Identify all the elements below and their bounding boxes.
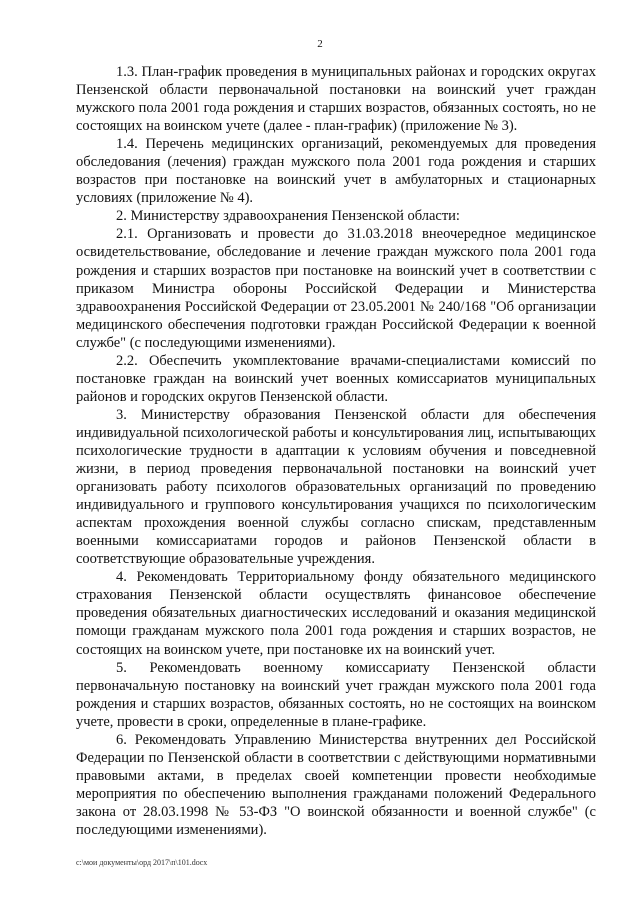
paragraph-2-1: 2.1. Организовать и провести до 31.03.2018 внеочередное медицинское освидетельствование, обследование и лечение граждан мужского пола 2001 года рождения и старших возрастов при постановке на воинский учет в соответствии с приказом Министра обороны Российской Федерации и Министерства здравоохранения Российской Федерации от 23.05.2001 № 240/168 "Об организации медицинского обеспечения подготовки граждан Российской Федерации к военной службе" (с последующими изменениями). [76, 226, 596, 351]
paragraph-1-4: 1.4. Перечень медицинских организаций, рекомендуемых для проведения обследования (лечения) граждан мужского пола 2001 года рождения и старших возрастов при постановке на воинский учет в амбулаторных и стационарных условиях (приложение № 4). [76, 136, 596, 207]
document-body [76, 63, 596, 839]
paragraph-2: 2. Министерству здравоохранения Пензенской области: [116, 208, 460, 225]
paragraph-3: 3. Министерству образования Пензенской области для обеспечения индивидуальной психологической работы и консультирования лиц, испытывающих психологические трудности в адаптации к условиям обучения и повседневной жизни, в период проведения первоначальной постановки на воинский учет организовать работу психологов образовательных организаций по проведению индивидуального и группового консультирования учащихся по психологическим аспектам прохождения военной службы согласно спискам, представленным военными комиссариатами городов и районов Пензенской области в соответствующие образовательные учреждения. [76, 406, 596, 568]
page-number: 2 [317, 38, 323, 50]
paragraph-6: 6. Рекомендовать Управлению Министерства внутренних дел Российской Федерации по Пензенской области в соответствии с действующими нормативными правовыми актами, в пределах своей компетенции провести необходимые мероприятия по обеспечению выполнения гражданами положений Федерального закона от 28.03.1998 № 53-ФЗ "О воинской обязанности и военной службе" (с последующими изменениями). [76, 731, 596, 838]
paragraph-5: 5. Рекомендовать военному комиссариату Пензенской области первоначальную постановку на воинский учет граждан мужского пола 2001 года рождения и старших возрастов, обязанных состоять, но не состоящих на воинском учете, провести в сроки, определенные в плане-графике. [76, 659, 596, 730]
footer-file-path: c:\мои документы\орд 2017\п\101.docx [76, 858, 208, 867]
paragraph-2-2: 2.2. Обеспечить укомплектование врачами-специалистами комиссий по постановке граждан на воинский учет военных комиссариатов муниципальных районов и городских округов Пензенской области. [76, 352, 596, 405]
paragraph-4: 4. Рекомендовать Территориальному фонду обязательного медицинского страхования Пензенской области осуществлять финансовое обеспечение проведения обязательных диагностических исследований и оказания медицинской помощи гражданам мужского пола 2001 года рождения и старших возрастов, не состоящих на воинском учете, при постановке их на воинский учет. [76, 569, 596, 658]
paragraph-1-3: 1.3. План-график проведения в муниципальных районах и городских округах Пензенской области первоначальной постановки на воинский учет граждан мужского пола 2001 года рождения и старших возрастов, обязанных состоять, но не состоящих на воинском учете (далее - план-график) (приложение № 3). [76, 64, 596, 135]
